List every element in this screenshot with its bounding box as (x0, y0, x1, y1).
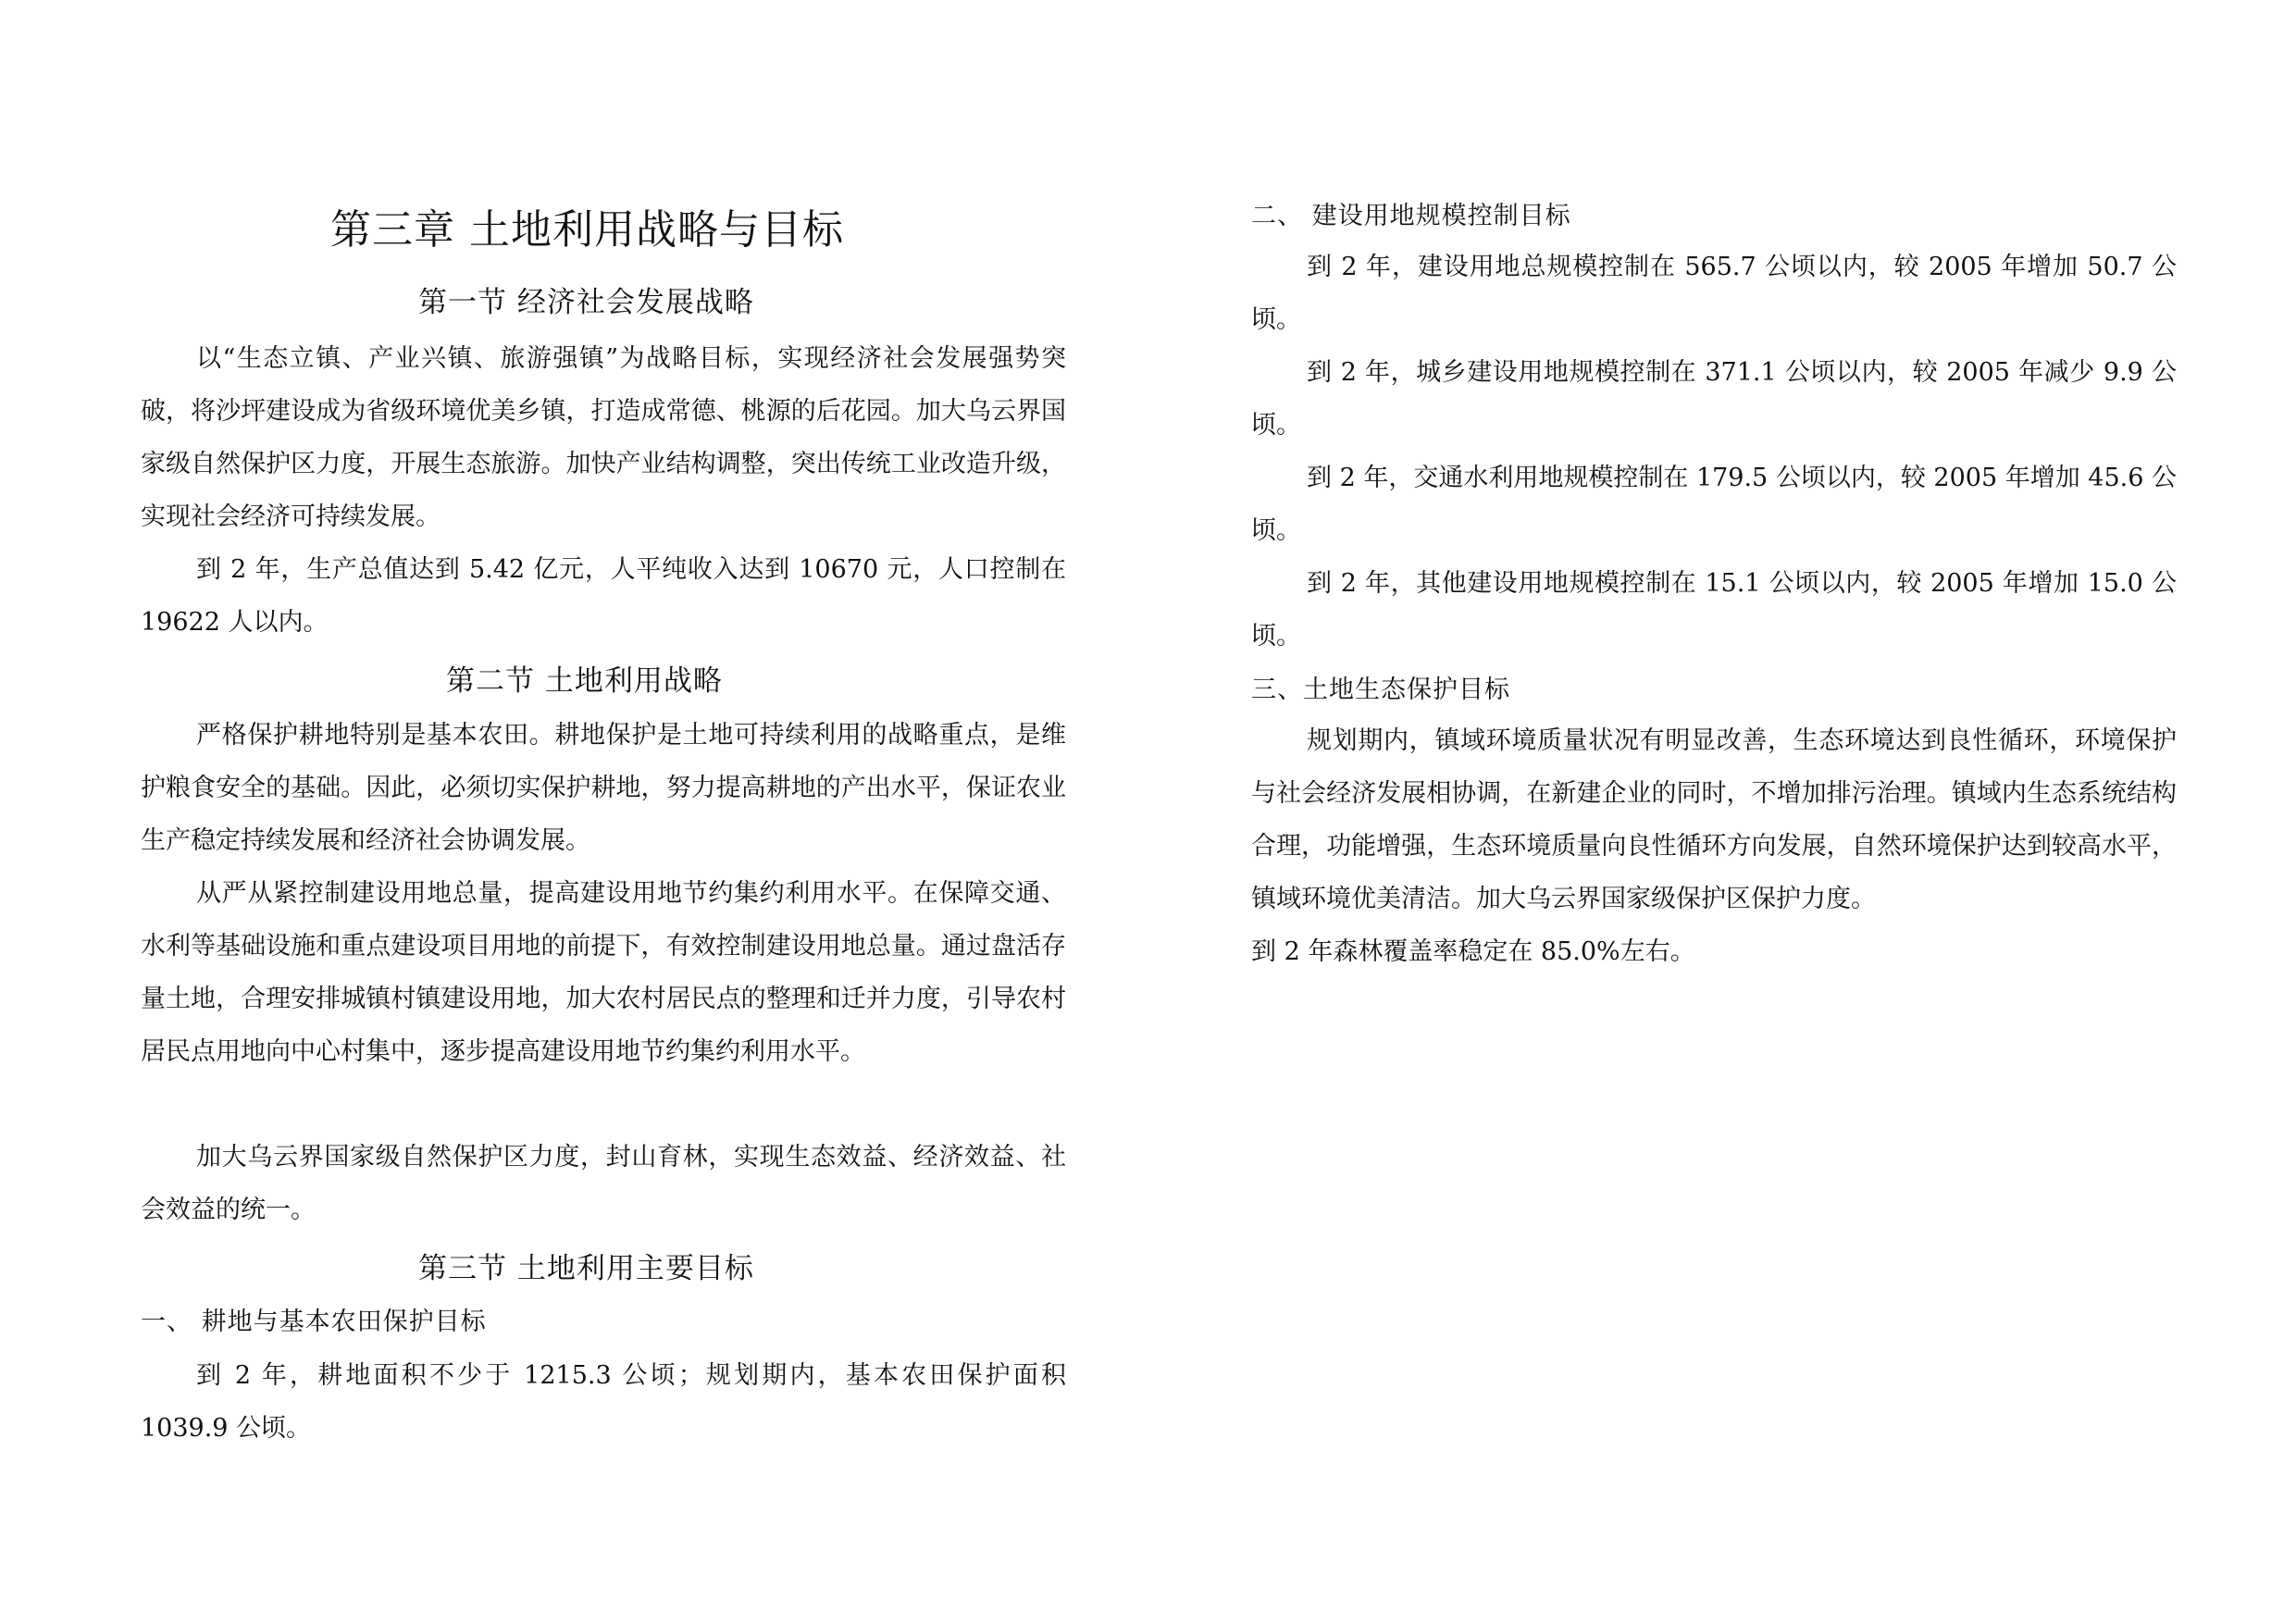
paragraph: 到 2 年森林覆盖率稳定在 85.0%左右。 (1251, 937, 1695, 966)
subsection-title-2: 二、 建设用地规模控制目标 (1251, 202, 1571, 230)
subsection-title-3: 三、土地生态保护目标 (1251, 676, 1510, 704)
paragraph: 到 2 年，交通水利用地规模控制在 179.5 公顷以内，较 2005 年增加 45.6 公顷。 (1251, 464, 2177, 545)
paragraph: 以“生态立镇、产业兴镇、旅游强镇”为战略目标，实现经济社会发展强势突破，将沙坪建设成为省级环境优美乡镇，打造成常德、桃源的后花园。加大乌云界国家级自然保护区力度，开展生态旅游。加快产业结构调整，突出传统工业改造升级，实现社会经济可持续发展。 (141, 344, 1066, 531)
subsection-title-1: 一、 耕地与基本农田保护目标 (141, 1308, 487, 1336)
paragraph: 从严从紧控制建设用地总量，提高建设用地节约集约利用水平。在保障交通、水利等基础设施和重点建设项目用地的前提下，有效控制建设用地总量。通过盘活存量土地，合理安排城镇村镇建设用地，加大农村居民点的整理和迁并力度，引导农村居民点用地向中心村集中，逐步提高建设用地节约集约利用水平。 (141, 879, 1066, 1066)
paragraph: 到 2 年，城乡建设用地规模控制在 371.1 公顷以内，较 2005 年减少 9.9 公顷。 (1251, 358, 2177, 440)
section-title-1: 第一节 经济社会发展战略 (418, 286, 754, 319)
section-title-2: 第二节 土地利用战略 (446, 664, 723, 698)
paragraph: 到 2 年，其他建设用地规模控制在 15.1 公顷以内，较 2005 年增加 15.0 公顷。 (1251, 569, 2177, 651)
paragraph: 到 2 年，耕地面积不少于 1215.3 公顷；规划期内，基本农田保护面积 1039.9 公顷。 (141, 1361, 1066, 1443)
paragraph: 规划期内，镇域环境质量状况有明显改善，生态环境达到良性循环，环境保护与社会经济发展相协调，在新建企业的同时，不增加排污治理。镇域内生态系统结构合理，功能增强，生态环境质量向良性循环方向发展，自然环境保护达到较高水平，镇域环境优美清洁。加大乌云界国家级保护区保护力度。 (1251, 726, 2177, 913)
paragraph: 到 2 年，建设用地总规模控制在 565.7 公顷以内，较 2005 年增加 50.7 公顷。 (1251, 253, 2177, 334)
paragraph: 到 2 年，生产总值达到 5.42 亿元，人平纯收入达到 10670 元，人口控制在 19622 人以内。 (141, 555, 1066, 637)
paragraph: 加大乌云界国家级自然保护区力度，封山育林，实现生态效益、经济效益、社会效益的统一。 (141, 1143, 1066, 1224)
chapter-title: 第三章 土地利用战略与目标 (330, 206, 844, 254)
paragraph: 严格保护耕地特别是基本农田。耕地保护是土地可持续利用的战略重点，是维护粮食安全的基础。因此，必须切实保护耕地，努力提高耕地的产出水平，保证农业生产稳定持续发展和经济社会协调发展。 (141, 721, 1066, 855)
section-title-3: 第三节 土地利用主要目标 (418, 1252, 754, 1285)
